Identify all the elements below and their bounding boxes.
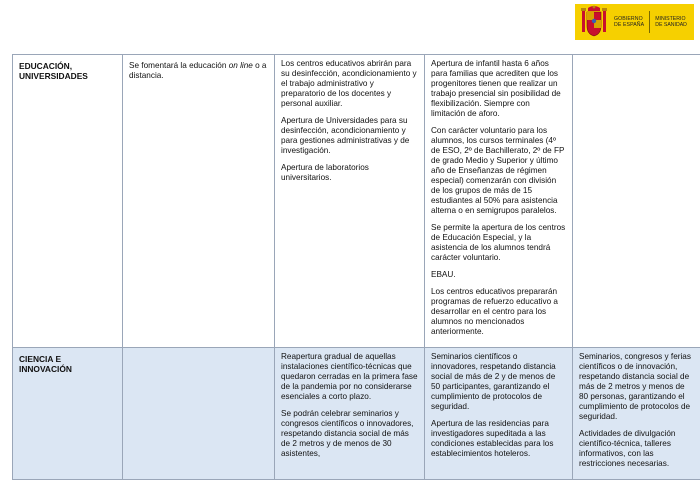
paragraph: Seminarios, congresos y ferias científicos o de innovación, respetando distancia social de más de 2 metros y menos de 80 personas, garantizando el cumplimiento de protocolos de seguridad. <box>579 352 694 422</box>
coat-of-arms-icon <box>579 4 609 40</box>
paragraph: Se permite la apertura de los centros de Educación Especial, y la asistencia de los alumnos tendrá carácter voluntario. <box>431 223 566 263</box>
phase0-text-italic: on line <box>229 61 253 70</box>
paragraph: Apertura de Universidades para su desinfección, acondicionamiento y para gestiones administrativas y de investigación. <box>281 116 418 156</box>
paragraph: Apertura de laboratorios universitarios. <box>281 163 418 183</box>
paragraph: Con carácter voluntario para los alumnos, los cursos terminales (4º de ESO, 2º de Bachillerato, 2º de FP de grado Medio y Superior y último año de Enseñanzas de régimen especial) comenzarán con división de los grupos de más de 15 estudiantes al 50% para asistencia alterna o en semigrupos paralelos. <box>431 126 566 216</box>
phase1-cell <box>275 55 425 348</box>
paragraph: Se podrán celebrar seminarios y congresos científicos o innovadores, respetando distancia social de más de 2 metros y de menos de 30 asistentes, <box>281 409 418 459</box>
phase2-cell <box>425 55 573 348</box>
paragraph: Los centros educativos prepararán programas de refuerzo educativo a desarrollar en el centro para los alumnos no mencionados anteriormente. <box>431 287 566 337</box>
phase0-text-start: Se fomentará la educación <box>129 61 229 70</box>
paragraph: Apertura de infantil hasta 6 años para familias que acrediten que los progenitores tienen que realizar un trabajo presencial sin posibilidad de flexibilización. Siempre con limitación de aforo. <box>431 59 566 119</box>
page-header <box>0 0 700 52</box>
phase3-cell <box>573 55 700 348</box>
phase2-cell <box>425 348 573 480</box>
ministerio-label: MINISTERIO DE SANIDAD <box>655 16 687 28</box>
phase0-text-end: o a distancia. <box>129 61 267 80</box>
government-logo <box>575 4 694 40</box>
table-row <box>13 348 700 480</box>
phase0-cell <box>123 348 275 480</box>
paragraph: Reapertura gradual de aquellas instalaciones científico-técnicas que quedaron cerradas en la primera fase de la pandemia por no considerarse esenciales a corto plazo. <box>281 352 418 402</box>
paragraph: EBAU. <box>431 270 566 280</box>
paragraph: Apertura de las residencias para investigadores supeditada a las condiciones establecidas para los establecimientos hoteleros. <box>431 419 566 459</box>
sector-cell: CIENCIA E INNOVACIÓN <box>13 348 123 480</box>
sector-cell: EDUCACIÓN, UNIVERSIDADES <box>13 55 123 348</box>
table-row <box>13 55 700 348</box>
measures-table <box>12 54 700 480</box>
paragraph: Los centros educativos abrirán para su desinfección, acondicionamiento y el trabajo administrativo y preparatorio de los docentes y personal auxiliar. <box>281 59 418 109</box>
logo-divider <box>649 11 650 33</box>
paragraph: Seminarios científicos o innovadores, respetando distancia social de más de 2 y de menos de 50 participantes, garantizando el cumplimiento de protocolos de seguridad. <box>431 352 566 412</box>
gobierno-label: GOBIERNO DE ESPAÑA <box>614 16 644 28</box>
paragraph: Actividades de divulgación científico-técnica, talleres informativos, con las restricciones necesarias. <box>579 429 694 469</box>
phase3-cell <box>573 348 700 480</box>
phase1-cell <box>275 348 425 480</box>
phase0-cell <box>123 55 275 348</box>
